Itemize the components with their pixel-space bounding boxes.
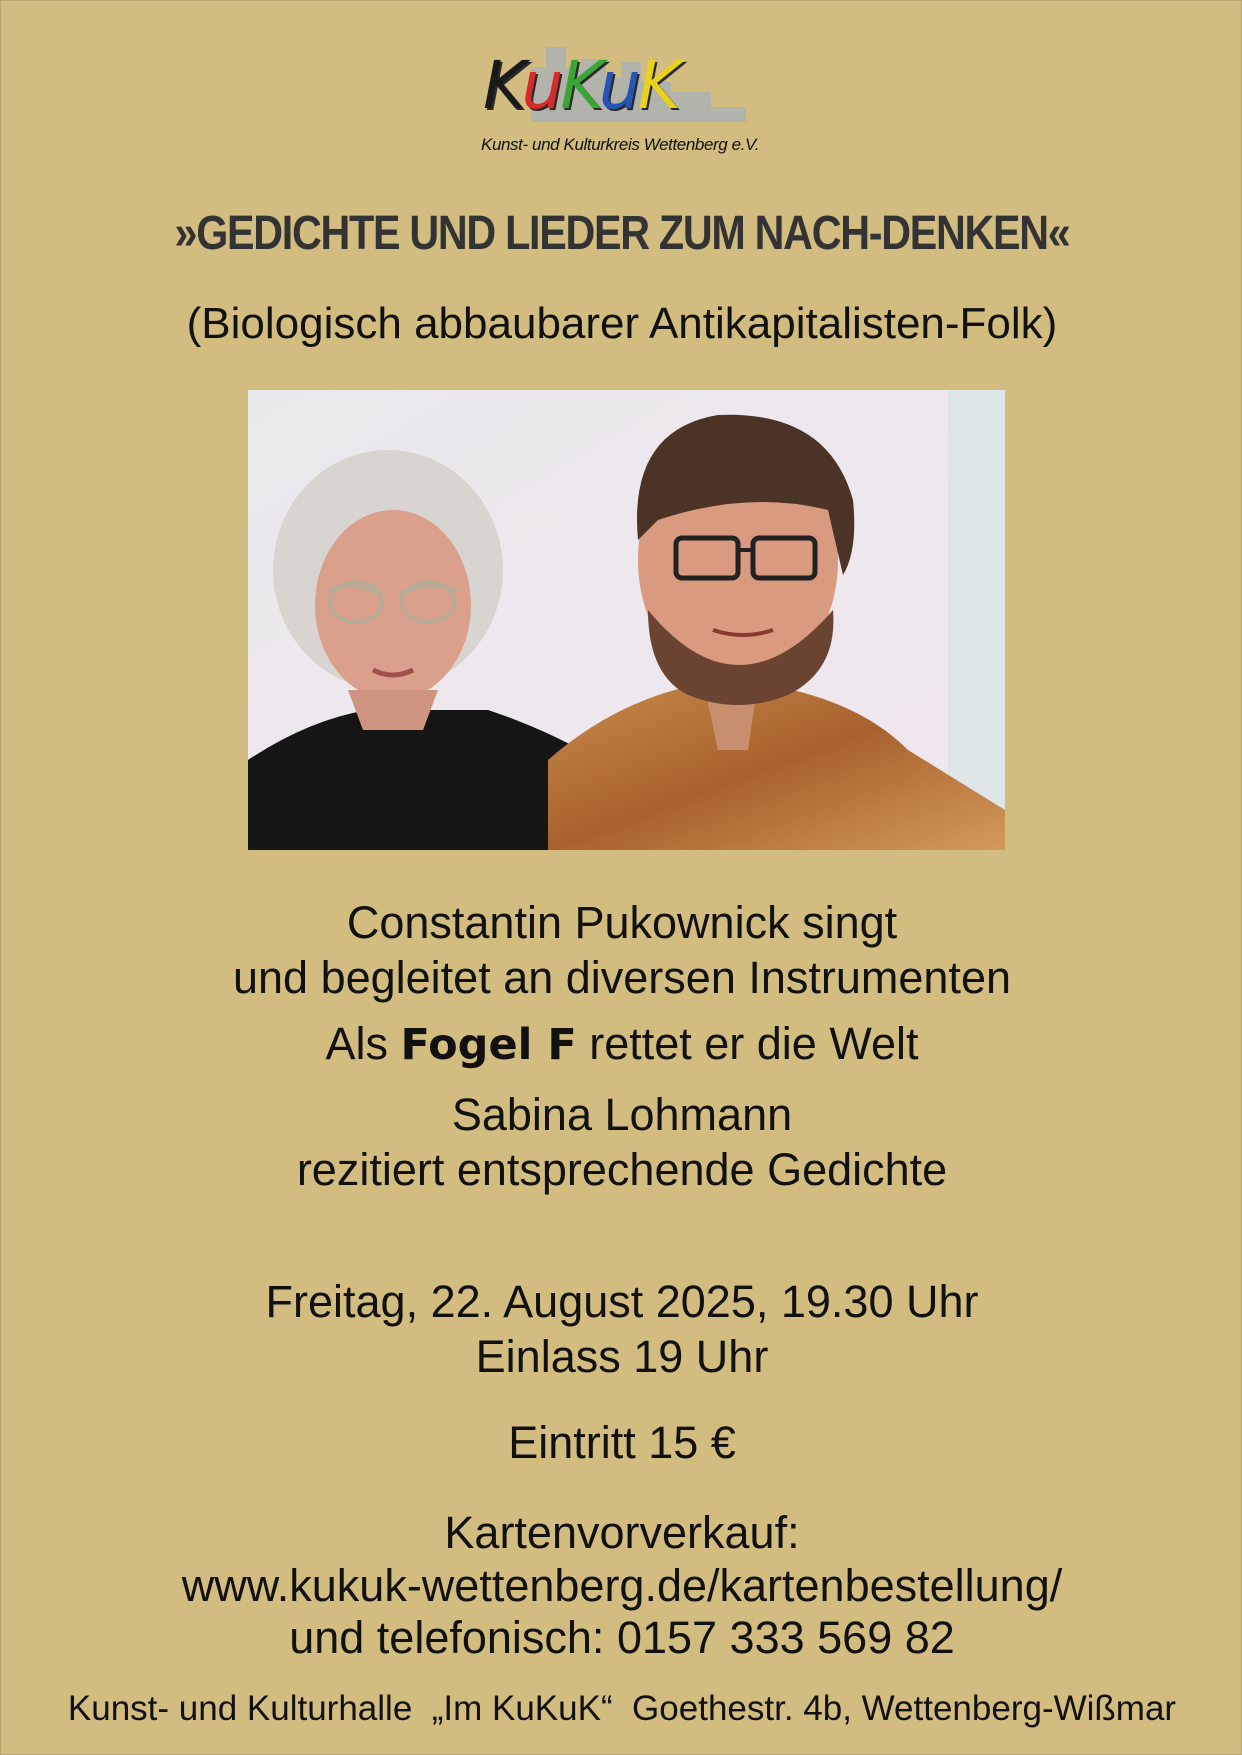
logo-letter: K bbox=[560, 47, 599, 124]
ticket-phone: und telefonisch: 0157 333 569 82 bbox=[289, 1612, 955, 1663]
description-line-3-suffix: rettet er die Welt bbox=[576, 1018, 919, 1069]
logo-letter: K bbox=[483, 47, 522, 124]
description-line-2: und begleitet an diversen Instrumenten bbox=[232, 952, 1011, 1003]
event-title: »GEDICHTE UND LIEDER ZUM NACH-DENKEN« bbox=[174, 207, 1070, 260]
description-line-4: Sabina Lohmann bbox=[451, 1089, 793, 1140]
ticket-price: Eintritt 15 € bbox=[508, 1417, 736, 1468]
ticket-heading: Kartenvorverkauf: bbox=[444, 1507, 800, 1558]
logo-letter: u bbox=[521, 47, 561, 124]
performers-photo-illustration bbox=[248, 390, 1005, 850]
kukuk-logo bbox=[471, 37, 781, 157]
description-line-3 bbox=[1, 1017, 1242, 1072]
ticket-url[interactable]: www.kukuk-wettenberg.de/kartenbestellung/ bbox=[181, 1560, 1063, 1611]
description-line-1: Constantin Pukownick singt bbox=[346, 897, 898, 948]
admission-time: Einlass 19 Uhr bbox=[475, 1331, 769, 1382]
logo-letter: u bbox=[598, 47, 638, 124]
logo-tagline: Kunst- und Kulturkreis Wettenberg e.V. bbox=[481, 135, 760, 154]
description-line-5: rezitiert entsprechende Gedichte bbox=[296, 1144, 948, 1195]
event-subtitle: (Biologisch abbaubarer Antikapitalisten-Folk) bbox=[186, 299, 1058, 348]
venue-address: Kunst- und Kulturhalle „Im KuKuK“ Goethestr. 4b, Wettenberg-Wißmar bbox=[67, 1689, 1177, 1728]
description-line-3-prefix: Als bbox=[325, 1018, 401, 1069]
logo-letter: K bbox=[637, 47, 678, 124]
logo-wordmark bbox=[483, 47, 678, 124]
performers-photo bbox=[248, 390, 1005, 850]
event-date: Freitag, 22. August 2025, 19.30 Uhr bbox=[265, 1276, 979, 1327]
artist-name: Fogel F bbox=[400, 1020, 577, 1070]
